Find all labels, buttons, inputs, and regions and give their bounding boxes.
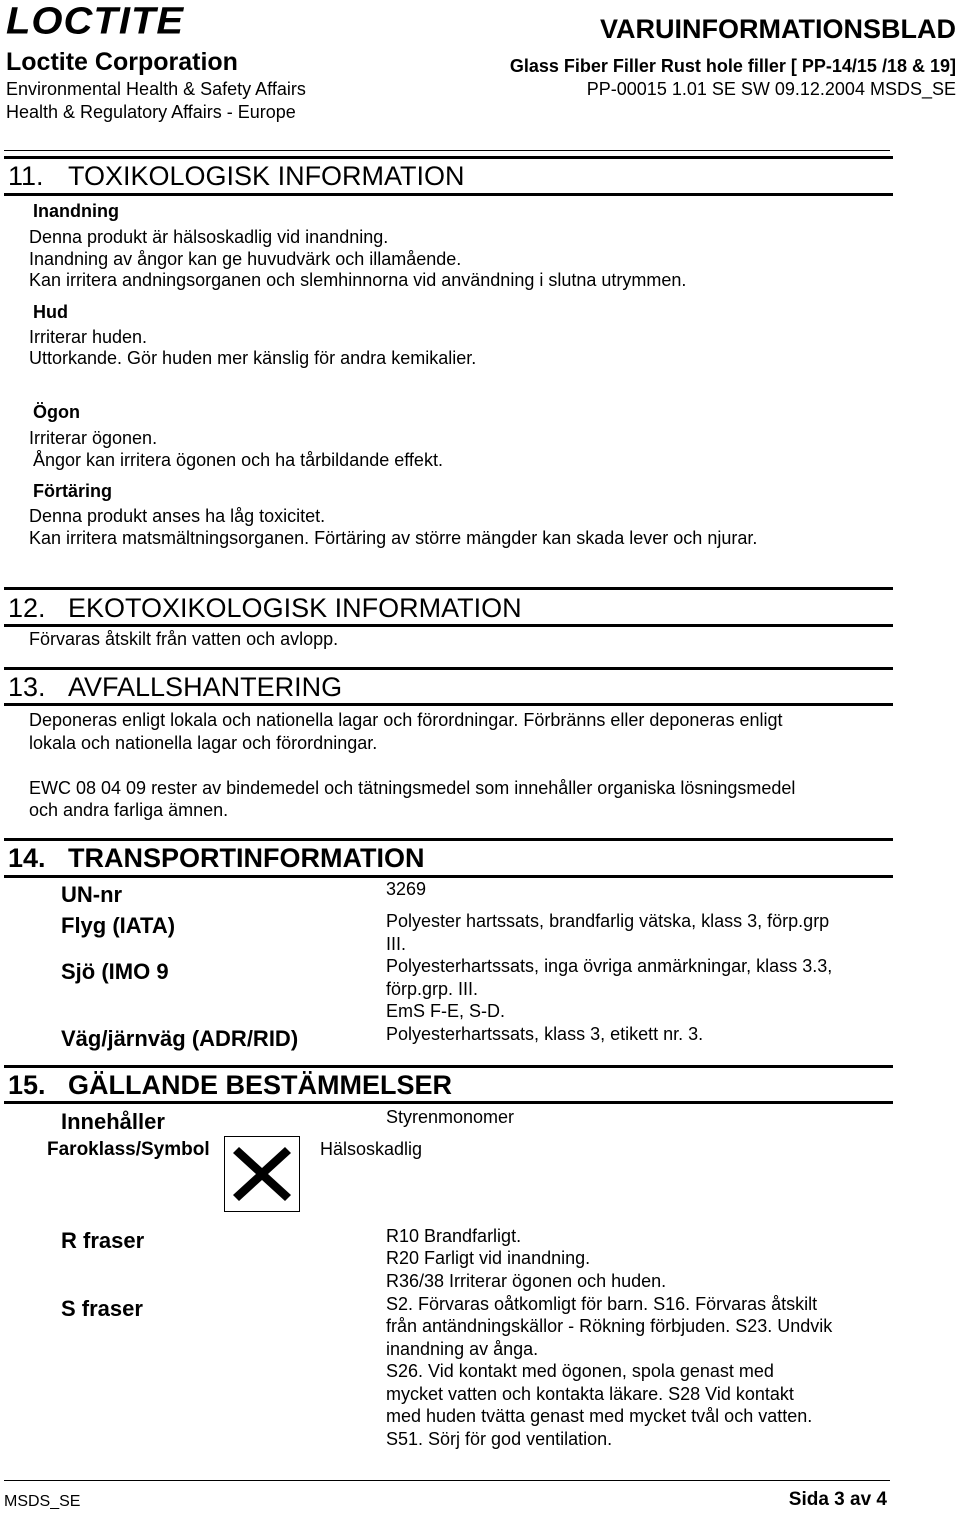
- section-divider: [4, 193, 893, 196]
- air-transport-label: Flyg (IATA): [61, 913, 176, 938]
- text-line: Irriterar ögonen.: [29, 428, 158, 448]
- phrase-line: inandning av ånga.: [386, 1339, 539, 1359]
- section-number: 11.: [8, 161, 44, 191]
- hazard-class-label: Faroklass/Symbol: [47, 1139, 210, 1160]
- page-number: Sida 3 av 4: [788, 1489, 887, 1510]
- section-divider: [4, 703, 893, 706]
- section-divider: [4, 875, 893, 878]
- sea-transport-value: förp.grp. III.: [386, 979, 479, 999]
- section-title: TOXIKOLOGISK INFORMATION: [68, 161, 465, 191]
- section-title: AVFALLSHANTERING: [68, 672, 343, 702]
- divider: [4, 150, 890, 151]
- phrase-line: från antändningskällor - Rökning förbjuden. S23. Undvik: [386, 1316, 833, 1336]
- section-number: 13.: [8, 672, 46, 702]
- section-divider: [4, 624, 893, 627]
- road-rail-transport-value: Polyesterhartssats, klass 3, etikett nr. 3.: [386, 1024, 704, 1044]
- section-number: 15.: [8, 1070, 46, 1100]
- footer-doc-code: MSDS_SE: [4, 1493, 81, 1510]
- text-line: Deponeras enligt lokala och nationella lagar och förordningar. Förbränns eller deponeras enligt: [29, 710, 783, 730]
- subheading-inhalation: Inandning: [33, 201, 119, 221]
- department-ehs: Environmental Health & Safety Affairs: [6, 79, 306, 99]
- sea-transport-value: EmS F-E, S-D.: [386, 1001, 506, 1021]
- subheading-skin: Hud: [33, 302, 68, 322]
- air-transport-value: III.: [386, 934, 407, 954]
- document-reference: PP-00015 1.01 SE SW 09.12.2004 MSDS_SE: [586, 79, 956, 99]
- section-number: 12.: [8, 593, 46, 623]
- air-transport-value: Polyester hartssats, brandfarlig vätska, klass 3, förp.grp: [386, 911, 830, 931]
- sea-transport-value: Polyesterhartssats, inga övriga anmärkningar, klass 3.3,: [386, 956, 833, 976]
- section-divider: [4, 667, 893, 670]
- text-line: och andra farliga ämnen.: [29, 800, 229, 820]
- section-divider: [4, 587, 893, 590]
- section-divider: [4, 1065, 893, 1068]
- text-line: Irriterar huden.: [29, 327, 148, 347]
- company-name: Loctite Corporation: [6, 48, 238, 76]
- section-title: EKOTOXIKOLOGISK INFORMATION: [68, 593, 522, 623]
- text-line: Förvaras åtskilt från vatten och avlopp.: [29, 629, 339, 649]
- section-divider: [4, 1101, 893, 1104]
- text-line: Ångor kan irritera ögonen och ha tårbildande effekt.: [33, 450, 443, 470]
- section-divider: [4, 838, 893, 841]
- text-line: Kan irritera matsmältningsorganen. Förtäring av större mängder kan skada lever och njurar.: [29, 528, 758, 548]
- text-line: EWC 08 04 09 rester av bindemedel och tätningsmedel som innehåller organiska lösningsmedel: [29, 778, 796, 798]
- phrase-line: R10 Brandfarligt.: [386, 1226, 522, 1246]
- un-number-label: UN-nr: [61, 882, 123, 907]
- section-divider: [4, 156, 893, 159]
- text-line: Inandning av ångor kan ge huvudvärk och illamående.: [29, 249, 462, 269]
- phrase-line: med huden tvätta genast med mycket tvål och vatten.: [386, 1406, 813, 1426]
- document-type: VARUINFORMATIONSBLAD: [600, 14, 956, 44]
- section-title: TRANSPORTINFORMATION: [68, 843, 425, 873]
- subheading-ingestion: Förtäring: [33, 481, 112, 501]
- footer-divider: [4, 1480, 890, 1481]
- phrase-line: R20 Farligt vid inandning.: [386, 1248, 591, 1268]
- phrase-line: S51. Sörj för god ventilation.: [386, 1429, 613, 1449]
- text-line: Uttorkande. Gör huden mer känslig för andra kemikalier.: [29, 348, 477, 368]
- product-name: Glass Fiber Filler Rust hole filler [ PP-14/15 /18 & 19]: [509, 56, 956, 76]
- contains-label: Innehåller: [61, 1109, 165, 1134]
- hazard-class-value: Hälsoskadlig: [320, 1139, 423, 1159]
- section-number: 14.: [8, 843, 46, 873]
- phrase-line: R36/38 Irriterar ögonen och huden.: [386, 1271, 667, 1291]
- contains-value: Styrenmonomer: [386, 1107, 515, 1127]
- loctite-logo: LOCTITE: [6, 0, 185, 42]
- phrase-line: S2. Förvaras oåtkomligt för barn. S16. Förvaras åtskilt: [386, 1294, 818, 1314]
- section-title: GÄLLANDE BESTÄMMELSER: [68, 1070, 452, 1100]
- un-number-value: 3269: [386, 879, 427, 899]
- s-phrases-label: S fraser: [61, 1296, 143, 1321]
- text-line: Kan irritera andningsorganen och slemhinnorna vid användning i slutna utrymmen.: [29, 270, 687, 290]
- phrase-line: mycket vatten och kontakta läkare. S28 Vid kontakt: [386, 1384, 794, 1404]
- subheading-eyes: Ögon: [33, 402, 80, 422]
- phrase-line: S26. Vid kontakt med ögonen, spola genast med: [386, 1361, 774, 1381]
- department-hra: Health & Regulatory Affairs - Europe: [6, 102, 296, 122]
- road-rail-transport-label: Väg/järnväg (ADR/RID): [61, 1026, 299, 1051]
- text-line: lokala och nationella lagar och förordningar.: [29, 733, 378, 753]
- sea-transport-label: Sjö (IMO 9: [61, 959, 169, 984]
- harmful-x-icon: [224, 1136, 300, 1212]
- r-phrases-label: R fraser: [61, 1228, 145, 1253]
- text-line: Denna produkt anses ha låg toxicitet.: [29, 506, 326, 526]
- text-line: Denna produkt är hälsoskadlig vid inandning.: [29, 227, 389, 247]
